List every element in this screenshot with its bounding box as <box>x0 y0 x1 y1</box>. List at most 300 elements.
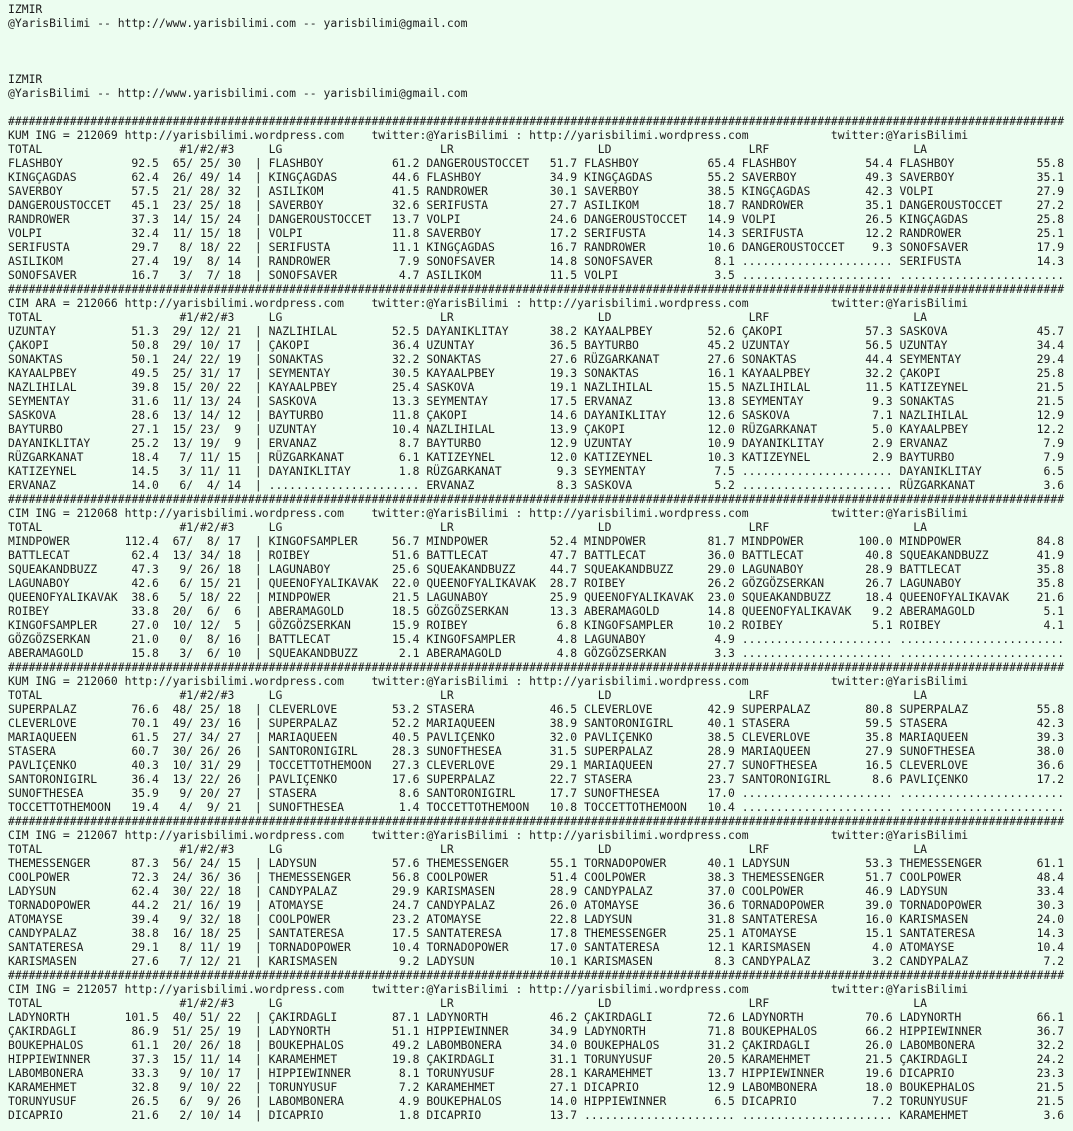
column-header-lg: LG <box>268 842 283 856</box>
lr-value: 36.5 <box>549 338 578 352</box>
column-separator: | <box>254 422 262 436</box>
la-horse-name: RÜZGARKANAT <box>899 478 975 492</box>
ranks-cell: 7/ 11/ 15 <box>172 450 242 464</box>
lg-horse-name: ERVANAZ <box>268 436 317 450</box>
ld-horse-name: GÖZGÖZSERKAN <box>584 646 667 660</box>
lrf-horse-name: ÇAKOPI <box>741 324 783 338</box>
lg-horse-name: MARIAQUEEN <box>268 730 338 744</box>
column-header-total: TOTAL <box>8 520 43 534</box>
lrf-horse-name: SQUEAKANDBUZZ <box>741 590 831 604</box>
ld-horse-name: THEMESSENGER <box>584 926 667 940</box>
table-row <box>8 786 1073 800</box>
lg-horse-name: FLASHBOY <box>268 156 324 170</box>
la-dots-placeholder: ........................ <box>899 800 1065 814</box>
column-separator: | <box>254 590 262 604</box>
la-horse-name: SAVERBOY <box>899 170 955 184</box>
total-value: 60.7 <box>131 744 159 758</box>
lg-value: 17.5 <box>392 926 420 940</box>
la-horse-name: COOLPOWER <box>899 870 962 884</box>
ld-horse-name: SERIFUSTA <box>584 226 646 240</box>
column-header-total: TOTAL <box>8 310 43 324</box>
lg-value: 51.1 <box>392 1024 420 1038</box>
column-header-ranks: #1/#2/#3 <box>179 310 235 324</box>
lg-value: 8.1 <box>398 1066 420 1080</box>
lg-horse-name: SEYMENTAY <box>268 366 331 380</box>
ld-value: 28.9 <box>707 744 735 758</box>
total-value: 31.6 <box>131 394 159 408</box>
total-value: 27.6 <box>131 954 159 968</box>
lr-value: 31.5 <box>549 744 578 758</box>
lr-value: 13.3 <box>549 604 578 618</box>
lr-horse-name: TORUNYUSUF <box>426 1066 495 1080</box>
lr-horse-name: SERIFUSTA <box>426 198 489 212</box>
ld-value: 20.5 <box>707 1052 735 1066</box>
lr-horse-name: SAVERBOY <box>426 226 482 240</box>
lr-value: 44.7 <box>549 562 578 576</box>
lg-horse-name: KAYAALPBEY <box>268 380 338 394</box>
table-row <box>8 730 1073 744</box>
lg-value: 1.4 <box>398 800 420 814</box>
table-row <box>8 912 1073 926</box>
column-separator: | <box>254 884 262 898</box>
la-horse-name: KINGÇAGDAS <box>899 212 969 226</box>
lrf-horse-name: CANDYPALAZ <box>741 954 811 968</box>
lrf-value: 32.2 <box>865 366 893 380</box>
lrf-dots-placeholder: ...................... <box>741 464 893 478</box>
la-horse-name: ÇAKIRDAGLI <box>899 1052 969 1066</box>
total-value: 42.6 <box>131 576 159 590</box>
ranks-cell: 67/ 8/ 17 <box>172 534 242 548</box>
column-separator: | <box>254 156 262 170</box>
column-separator: | <box>254 912 262 926</box>
lr-horse-name: BOUKEPHALOS <box>426 1094 502 1108</box>
total-horse-name: SONOFSAVER <box>8 268 77 282</box>
lr-horse-name: SANTATERESA <box>426 926 502 940</box>
la-horse-name: KATIZEYNEL <box>899 380 969 394</box>
la-horse-name: KARISMASEN <box>899 912 969 926</box>
lg-horse-name: UZUNTAY <box>268 422 317 436</box>
lg-value: 30.5 <box>392 366 420 380</box>
ranks-cell: 8/ 11/ 19 <box>172 940 242 954</box>
ranks-cell: 15/ 20/ 22 <box>172 380 242 394</box>
column-separator: | <box>254 478 262 492</box>
ranks-cell: 0/ 8/ 16 <box>172 632 242 646</box>
column-separator: | <box>254 618 262 632</box>
total-value: 72.3 <box>131 870 159 884</box>
column-header-lrf: LRF <box>748 310 770 324</box>
lg-horse-name: ABERAMAGOLD <box>268 604 345 618</box>
total-horse-name: BATTLECAT <box>8 548 70 562</box>
lr-value: 19.3 <box>549 366 578 380</box>
ranks-cell: 29/ 12/ 21 <box>172 324 242 338</box>
la-value: 5.1 <box>1043 604 1065 618</box>
lg-value: 6.1 <box>398 450 420 464</box>
column-separator: | <box>254 548 262 562</box>
ranks-cell: 6/ 15/ 21 <box>172 576 242 590</box>
la-value: 24.0 <box>1036 912 1065 926</box>
ld-horse-name: ATOMAYSE <box>584 898 639 912</box>
lg-horse-name: LAGUNABOY <box>268 562 331 576</box>
lrf-horse-name: LADYNORTH <box>741 1010 804 1024</box>
lg-horse-name: SUPERPALAZ <box>268 716 338 730</box>
table-row <box>8 604 1073 618</box>
lrf-value: 49.3 <box>865 170 893 184</box>
section-url: http://yarisbilimi.wordpress.com <box>124 128 345 142</box>
total-horse-name: ÇAKIRDAGLI <box>8 1024 77 1038</box>
la-horse-name: KARAMEHMET <box>899 1108 969 1122</box>
table-row <box>8 408 1073 422</box>
lr-value: 4.8 <box>556 646 578 660</box>
total-horse-name: DICAPRIO <box>8 1108 63 1122</box>
lr-horse-name: PAVLIÇENKO <box>426 730 495 744</box>
ld-horse-name: CANDYPALAZ <box>584 884 653 898</box>
lr-value: 51.4 <box>549 870 578 884</box>
ld-value: 8.1 <box>714 254 735 268</box>
lr-horse-name: SONAKTAS <box>426 352 482 366</box>
table-row <box>8 240 1073 254</box>
lr-horse-name: BATTLECAT <box>426 548 489 562</box>
lrf-value: 54.4 <box>865 156 893 170</box>
ranks-cell: 5/ 18/ 22 <box>172 590 242 604</box>
total-horse-name: TOCCETTOTHEMOON <box>8 800 111 814</box>
ranks-cell: 26/ 49/ 14 <box>172 170 242 184</box>
column-separator: | <box>254 940 262 954</box>
lr-value: 28.7 <box>549 576 578 590</box>
lrf-horse-name: ATOMAYSE <box>741 926 797 940</box>
lr-horse-name: RÜZGARKANAT <box>426 464 502 478</box>
la-value: 25.8 <box>1036 366 1065 380</box>
la-horse-name: DICAPRIO <box>899 1066 955 1080</box>
lg-value: 10.4 <box>392 940 420 954</box>
ranks-cell: 6/ 4/ 14 <box>172 478 242 492</box>
column-separator: | <box>254 436 262 450</box>
lrf-horse-name: MARIAQUEEN <box>741 744 811 758</box>
ld-value: 10.6 <box>707 240 735 254</box>
ld-value: 52.6 <box>707 324 735 338</box>
la-horse-name: SQUEAKANDBUZZ <box>899 548 989 562</box>
table-row <box>8 646 1073 660</box>
ld-horse-name: STASERA <box>584 772 633 786</box>
total-horse-name: RÜZGARKANAT <box>8 450 84 464</box>
column-header-la: LA <box>913 310 927 324</box>
table-row <box>8 212 1073 226</box>
lg-value: 4.7 <box>398 268 420 282</box>
lr-horse-name: KINGOFSAMPLER <box>426 632 516 646</box>
lg-value: 51.6 <box>392 548 420 562</box>
lrf-value: 59.5 <box>865 716 893 730</box>
la-value: 24.2 <box>1036 1052 1065 1066</box>
blank-line <box>8 44 1073 58</box>
lr-value: 34.9 <box>549 1024 578 1038</box>
section-twitter-mid: twitter:@YarisBilimi : http://yarisbilimi.wordpress.com <box>371 128 749 142</box>
lr-value: 32.0 <box>549 730 578 744</box>
total-horse-name: LADYSUN <box>8 884 57 898</box>
la-value: 61.1 <box>1036 856 1065 870</box>
column-header-ld: LD <box>597 688 612 702</box>
total-value: 45.1 <box>131 198 159 212</box>
column-header-la: LA <box>913 996 927 1010</box>
column-header-row <box>8 996 1073 1010</box>
ranks-cell: 8/ 18/ 22 <box>172 240 242 254</box>
total-value: 101.5 <box>124 1010 159 1024</box>
la-horse-name: HIPPIEWINNER <box>899 1024 982 1038</box>
total-horse-name: HIPPIEWINNER <box>8 1052 91 1066</box>
lg-value: 18.5 <box>392 604 420 618</box>
lr-horse-name: KAYAALPBEY <box>426 366 495 380</box>
section-url: http://yarisbilimi.wordpress.com <box>124 982 345 996</box>
total-horse-name: QUEENOFYALIKAVAK <box>8 590 118 604</box>
lg-horse-name: SANTATERESA <box>268 926 345 940</box>
ld-value: 3.5 <box>714 268 735 282</box>
ld-value: 12.0 <box>707 422 735 436</box>
lg-horse-name: NAZLIHILAL <box>268 324 338 338</box>
lrf-value: 42.3 <box>865 184 893 198</box>
lrf-horse-name: LADYSUN <box>741 856 790 870</box>
table-row <box>8 1010 1073 1024</box>
lrf-value: 4.0 <box>872 940 893 954</box>
total-horse-name: TORNADOPOWER <box>8 898 91 912</box>
lrf-value: 40.8 <box>865 548 893 562</box>
lg-value: 11.1 <box>392 240 420 254</box>
la-horse-name: MINDPOWER <box>899 534 962 548</box>
total-value: 21.6 <box>131 1108 159 1122</box>
lg-horse-name: TORUNYUSUF <box>268 1080 338 1094</box>
ld-horse-name: KATIZEYNEL <box>584 450 653 464</box>
table-row <box>8 562 1073 576</box>
section-twitter-right: twitter:@YarisBilimi <box>830 828 969 842</box>
lr-horse-name: TOCCETTOTHEMOON <box>426 800 530 814</box>
lg-horse-name: KARISMASEN <box>268 954 338 968</box>
total-horse-name: LAGUNABOY <box>8 576 70 590</box>
column-separator: | <box>254 1080 262 1094</box>
lrf-dots-placeholder: ...................... <box>741 646 893 660</box>
table-row <box>8 856 1073 870</box>
ranks-cell: 20/ 26/ 18 <box>172 1038 242 1052</box>
total-horse-name: NAZLIHILAL <box>8 380 77 394</box>
lr-horse-name: NAZLIHILAL <box>426 422 495 436</box>
section-url: http://yarisbilimi.wordpress.com <box>124 506 345 520</box>
lrf-horse-name: SASKOVA <box>741 408 790 422</box>
total-value: 57.5 <box>131 184 159 198</box>
la-horse-name: NAZLIHILAL <box>899 408 969 422</box>
lg-value: 1.8 <box>398 1108 420 1122</box>
la-horse-name: MARIAQUEEN <box>899 730 969 744</box>
ranks-cell: 65/ 25/ 30 <box>172 156 242 170</box>
section-separator: ########################################################################################################################################################## <box>8 492 1065 506</box>
lg-value: 87.1 <box>392 1010 420 1024</box>
ranks-cell: 14/ 15/ 24 <box>172 212 242 226</box>
la-value: 35.1 <box>1036 170 1065 184</box>
la-dots-placeholder: ........................ <box>899 268 1065 282</box>
column-separator: | <box>254 632 262 646</box>
ld-horse-name: SASKOVA <box>584 478 633 492</box>
ld-value: 14.3 <box>707 226 735 240</box>
section-twitter-mid: twitter:@YarisBilimi : http://yarisbilimi.wordpress.com <box>371 828 749 842</box>
lrf-horse-name: RANDROWER <box>741 198 804 212</box>
la-value: 21.5 <box>1036 394 1065 408</box>
ld-horse-name: KAYAALPBEY <box>584 324 653 338</box>
ld-value: 71.8 <box>707 1024 735 1038</box>
column-separator: | <box>254 338 262 352</box>
ld-value: 12.1 <box>707 940 735 954</box>
lrf-value: 21.5 <box>865 1052 893 1066</box>
la-value: 55.8 <box>1036 702 1065 716</box>
ld-value: 26.2 <box>707 576 735 590</box>
column-separator: | <box>254 870 262 884</box>
ld-horse-name: LADYNORTH <box>584 1024 646 1038</box>
section-header-line <box>8 506 1073 520</box>
city-label: IZMIR <box>8 2 43 16</box>
ld-value: 10.2 <box>707 618 735 632</box>
la-horse-name: THEMESSENGER <box>899 856 982 870</box>
lg-horse-name: KARAMEHMET <box>268 1052 338 1066</box>
section-header-line <box>8 674 1073 688</box>
total-horse-name: CLEVERLOVE <box>8 716 77 730</box>
column-header-lg: LG <box>268 996 283 1010</box>
ld-horse-name: SANTORONIGIRL <box>584 716 674 730</box>
la-value: 12.9 <box>1036 408 1065 422</box>
ranks-cell: 3/ 11/ 11 <box>172 464 242 478</box>
section-separator: ########################################################################################################################################################## <box>8 282 1065 296</box>
total-value: 62.4 <box>131 884 159 898</box>
ranks-cell: 15/ 23/ 9 <box>172 422 242 436</box>
la-horse-name: LABOMBONERA <box>899 1038 975 1052</box>
lr-horse-name: COOLPOWER <box>426 870 489 884</box>
section-twitter-mid: twitter:@YarisBilimi : http://yarisbilimi.wordpress.com <box>371 296 749 310</box>
lg-horse-name: COOLPOWER <box>268 912 331 926</box>
table-row <box>8 254 1073 268</box>
ld-horse-name: SEYMENTAY <box>584 464 646 478</box>
lrf-dots-placeholder: ...................... <box>741 478 893 492</box>
la-horse-name: DAYANIKLITAY <box>899 464 982 478</box>
lg-horse-name: KINGÇAGDAS <box>268 170 338 184</box>
la-value: 38.0 <box>1036 744 1065 758</box>
lrf-dots-placeholder: ...................... <box>741 800 893 814</box>
table-row <box>8 772 1073 786</box>
lg-horse-name: BOUKEPHALOS <box>268 1038 345 1052</box>
ld-horse-name: KARAMEHMET <box>584 1066 653 1080</box>
ranks-cell: 13/ 14/ 12 <box>172 408 242 422</box>
lr-value: 8.3 <box>556 478 578 492</box>
ld-value: 16.1 <box>707 366 735 380</box>
lr-value: 55.1 <box>549 856 578 870</box>
lrf-horse-name: NAZLIHILAL <box>741 380 811 394</box>
total-value: 112.4 <box>124 534 159 548</box>
la-value: 7.9 <box>1043 450 1065 464</box>
ld-value: 14.9 <box>707 212 735 226</box>
column-header-total: TOTAL <box>8 142 43 156</box>
lg-horse-name: SAVERBOY <box>268 198 324 212</box>
lrf-horse-name: ROIBEY <box>741 618 783 632</box>
column-separator: | <box>254 954 262 968</box>
column-header-ranks: #1/#2/#3 <box>179 688 235 702</box>
la-value: 35.8 <box>1036 562 1065 576</box>
lr-value: 13.9 <box>549 422 578 436</box>
la-value: 41.9 <box>1036 548 1065 562</box>
lrf-horse-name: RÜZGARKANAT <box>741 422 818 436</box>
ld-horse-name: HIPPIEWINNER <box>584 1094 667 1108</box>
total-value: 37.3 <box>131 212 159 226</box>
lg-value: 28.3 <box>392 744 420 758</box>
table-row <box>8 422 1073 436</box>
ld-value: 4.9 <box>714 632 735 646</box>
column-separator: | <box>254 380 262 394</box>
la-horse-name: ROIBEY <box>899 618 941 632</box>
ranks-cell: 30/ 22/ 18 <box>172 884 242 898</box>
lrf-horse-name: DAYANIKLITAY <box>741 436 825 450</box>
table-row <box>8 954 1073 968</box>
ranks-cell: 30/ 26/ 26 <box>172 744 242 758</box>
column-separator: | <box>254 1024 262 1038</box>
column-header-lr: LR <box>440 310 454 324</box>
lrf-horse-name: SEYMENTAY <box>741 394 804 408</box>
lg-horse-name: ÇAKOPI <box>268 338 310 352</box>
lrf-value: 26.7 <box>865 576 893 590</box>
total-horse-name: THEMESSENGER <box>8 856 91 870</box>
column-header-ld: LD <box>597 310 612 324</box>
ld-horse-name: CLEVERLOVE <box>584 702 653 716</box>
column-header-row <box>8 688 1073 702</box>
column-separator: | <box>254 1094 262 1108</box>
lr-horse-name: CLEVERLOVE <box>426 758 495 772</box>
lrf-horse-name: SANTATERESA <box>741 912 818 926</box>
column-separator: | <box>254 786 262 800</box>
lg-horse-name: ASILIKOM <box>268 184 324 198</box>
total-value: 26.5 <box>131 1094 159 1108</box>
table-row <box>8 436 1073 450</box>
lr-horse-name: KATIZEYNEL <box>426 450 495 464</box>
lr-value: 26.0 <box>549 898 578 912</box>
lg-value: 41.5 <box>392 184 420 198</box>
lr-value: 25.9 <box>549 590 578 604</box>
la-horse-name: TORUNYUSUF <box>899 1094 969 1108</box>
la-horse-name: VOLPI <box>899 184 934 198</box>
lg-horse-name: QUEENOFYALIKAVAK <box>268 576 379 590</box>
ld-value: 81.7 <box>707 534 735 548</box>
contact-text: @YarisBilimi -- http://www.yarisbilimi.com -- yarisbilimi@gmail.com <box>8 16 468 30</box>
blank-line <box>8 100 1073 114</box>
ld-horse-name: DANGEROUSTOCCET <box>584 212 687 226</box>
section-title: KUM ING = 212060 <box>8 674 118 688</box>
ranks-cell: 9/ 10/ 22 <box>172 1080 242 1094</box>
column-separator: | <box>254 744 262 758</box>
total-value: 92.5 <box>131 156 159 170</box>
ranks-cell: 48/ 25/ 18 <box>172 702 242 716</box>
lg-horse-name: SERIFUSTA <box>268 240 331 254</box>
total-horse-name: SUPERPALAZ <box>8 702 77 716</box>
blank-line <box>8 58 1073 72</box>
ld-value: 10.3 <box>707 450 735 464</box>
table-row <box>8 1024 1073 1038</box>
lr-horse-name: MINDPOWER <box>426 534 489 548</box>
lg-horse-name: SUNOFTHESEA <box>268 800 345 814</box>
ld-value: 40.1 <box>707 856 735 870</box>
lg-value: 57.6 <box>392 856 420 870</box>
total-horse-name: ATOMAYSE <box>8 912 63 926</box>
lrf-dots-placeholder: ...................... <box>741 254 893 268</box>
lr-horse-name: LADYNORTH <box>426 1010 489 1024</box>
lr-horse-name: UZUNTAY <box>426 338 475 352</box>
lr-value: 31.1 <box>549 1052 578 1066</box>
lrf-value: 35.8 <box>865 730 893 744</box>
la-horse-name: SONAKTAS <box>899 394 955 408</box>
column-header-la: LA <box>913 520 927 534</box>
ld-value: 18.7 <box>707 198 735 212</box>
ld-horse-name: SAVERBOY <box>584 184 639 198</box>
lr-value: 46.2 <box>549 1010 578 1024</box>
ld-horse-name: KINGÇAGDAS <box>584 170 653 184</box>
la-value: 84.8 <box>1036 534 1065 548</box>
